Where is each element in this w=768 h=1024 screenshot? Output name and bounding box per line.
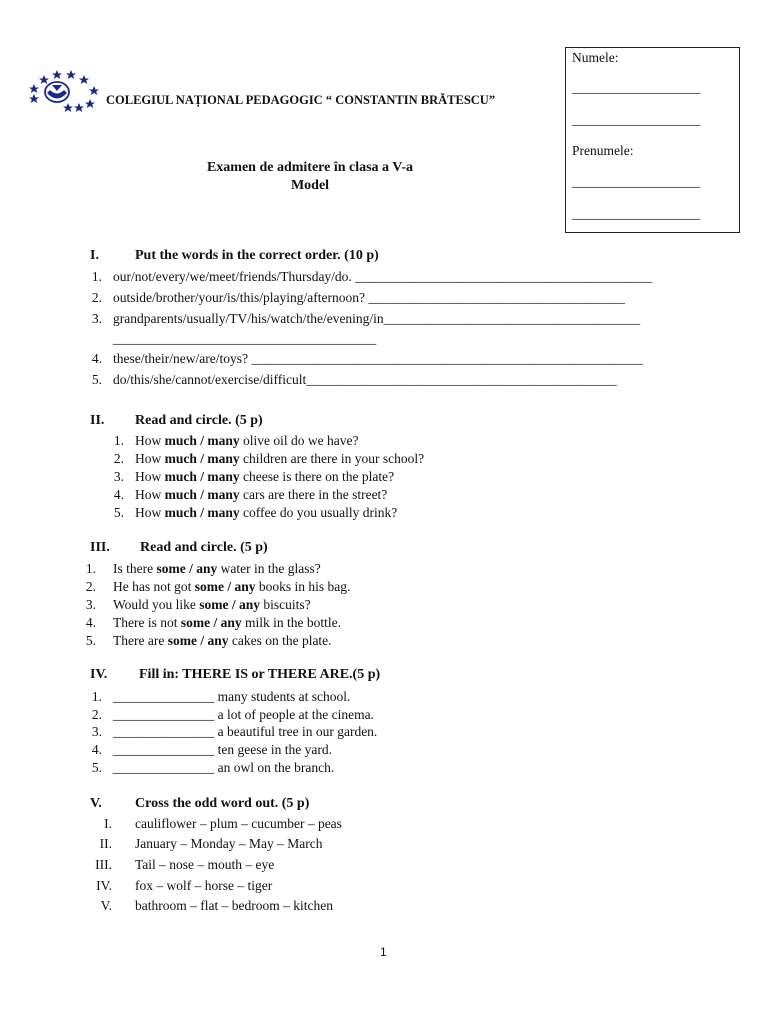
item-number: 1. (113, 433, 124, 448)
section-number: IV. (90, 667, 108, 682)
item-number: 5. (85, 633, 96, 648)
choice-options: some / any (180, 615, 242, 630)
choice-options: much / many (164, 433, 240, 448)
item-text: How much / many cheese is there on the plate? (135, 469, 395, 484)
student-name-box (565, 47, 740, 233)
choice-options: some / any (194, 579, 256, 594)
item-text: Tail – nose – mouth – eye (135, 857, 275, 872)
item-number: 1. (91, 269, 102, 284)
item-text: He has not got some / any books in his bag. (113, 579, 351, 594)
item-number: 3. (91, 311, 102, 326)
item-number: 5. (91, 760, 102, 775)
item-number: 2. (91, 707, 102, 722)
item-number: 1. (91, 689, 102, 704)
item-number: II. (99, 836, 112, 851)
item-number: V. (100, 898, 112, 913)
item-number: I. (104, 816, 112, 831)
item-number: 3. (113, 469, 124, 484)
choice-options: much / many (164, 505, 240, 520)
choice-options: some / any (167, 633, 229, 648)
item-number: 4. (91, 351, 102, 366)
item-text: these/their/new/are/toys? __________________________________________________________ (113, 351, 643, 366)
exam-subtitle: Model (290, 178, 330, 193)
item-continuation-line: _______________________________________ (113, 331, 377, 346)
item-text: _______________ a beautiful tree in our garden. (113, 724, 378, 739)
item-text: There is not some / any milk in the bottle. (113, 615, 341, 630)
section-number: V. (90, 796, 102, 811)
item-text: How much / many children are there in your school? (135, 451, 425, 466)
choice-options: much / many (164, 487, 240, 502)
choice-options: much / many (164, 469, 240, 484)
item-number: 2. (85, 579, 96, 594)
section-title: Put the words in the correct order. (10 p) (135, 248, 379, 263)
exam-title: Examen de admitere în clasa a V-a (206, 160, 414, 175)
item-number: 2. (113, 451, 124, 466)
item-text: _______________ a lot of people at the cinema. (113, 707, 374, 722)
item-number: 5. (91, 372, 102, 387)
item-text: bathroom – flat – bedroom – kitchen (135, 898, 333, 913)
surname-line[interactable]: ___________________ (572, 80, 701, 95)
item-number: 3. (91, 724, 102, 739)
item-text: _______________ ten geese in the yard. (113, 742, 332, 757)
item-number: 5. (113, 505, 124, 520)
section-title: Fill in: THERE IS or THERE ARE.(5 p) (139, 667, 381, 682)
firstname-label: Prenumele: (572, 143, 634, 158)
item-text: Would you like some / any biscuits? (113, 597, 311, 612)
choice-options: some / any (156, 561, 218, 576)
section-title: Read and circle. (5 p) (135, 413, 263, 428)
section-number: I. (90, 248, 99, 263)
item-text: grandparents/usually/TV/his/watch/the/evening/in______________________________________ (113, 311, 641, 326)
item-text: Is there some / any water in the glass? (113, 561, 321, 576)
school-logo-icon (24, 66, 102, 114)
item-text: _______________ many students at school. (113, 689, 351, 704)
section-title: Read and circle. (5 p) (140, 540, 268, 555)
item-text: How much / many olive oil do we have? (135, 433, 359, 448)
item-number: 1. (85, 561, 96, 576)
section-number: II. (90, 413, 105, 428)
item-number: 4. (85, 615, 96, 630)
item-text: January – Monday – May – March (135, 836, 323, 851)
item-number: III. (95, 857, 112, 872)
item-text: How much / many coffee do you usually drink? (135, 505, 398, 520)
item-text: do/this/she/cannot/exercise/difficult______________________________________________ (113, 372, 617, 387)
item-number: 4. (113, 487, 124, 502)
item-number: 4. (91, 742, 102, 757)
item-text: fox – wolf – horse – tiger (135, 878, 273, 893)
section-number: III. (90, 540, 110, 555)
page-number: 1 (380, 945, 387, 959)
firstname-line[interactable]: ___________________ (572, 206, 701, 221)
surname-label: Numele: (572, 50, 619, 65)
section-title: Cross the odd word out. (5 p) (135, 796, 310, 811)
item-text: _______________ an owl on the branch. (113, 760, 335, 775)
choice-options: some / any (199, 597, 261, 612)
surname-line[interactable]: ___________________ (572, 112, 701, 127)
school-name: COLEGIUL NAȚIONAL PEDAGOGIC “ CONSTANTIN BRĂTESCU” (106, 93, 496, 107)
firstname-line[interactable]: ___________________ (572, 174, 701, 189)
item-number: 3. (85, 597, 96, 612)
item-number: IV. (96, 878, 112, 893)
item-text: There are some / any cakes on the plate. (113, 633, 332, 648)
item-text: cauliflower – plum – cucumber – peas (135, 816, 342, 831)
item-text: outside/brother/your/is/this/playing/afternoon? ______________________________________ (113, 290, 625, 305)
item-text: our/not/every/we/meet/friends/Thursday/do. ____________________________________________ (113, 269, 653, 284)
item-text: How much / many cars are there in the street? (135, 487, 388, 502)
item-number: 2. (91, 290, 102, 305)
choice-options: much / many (164, 451, 240, 466)
